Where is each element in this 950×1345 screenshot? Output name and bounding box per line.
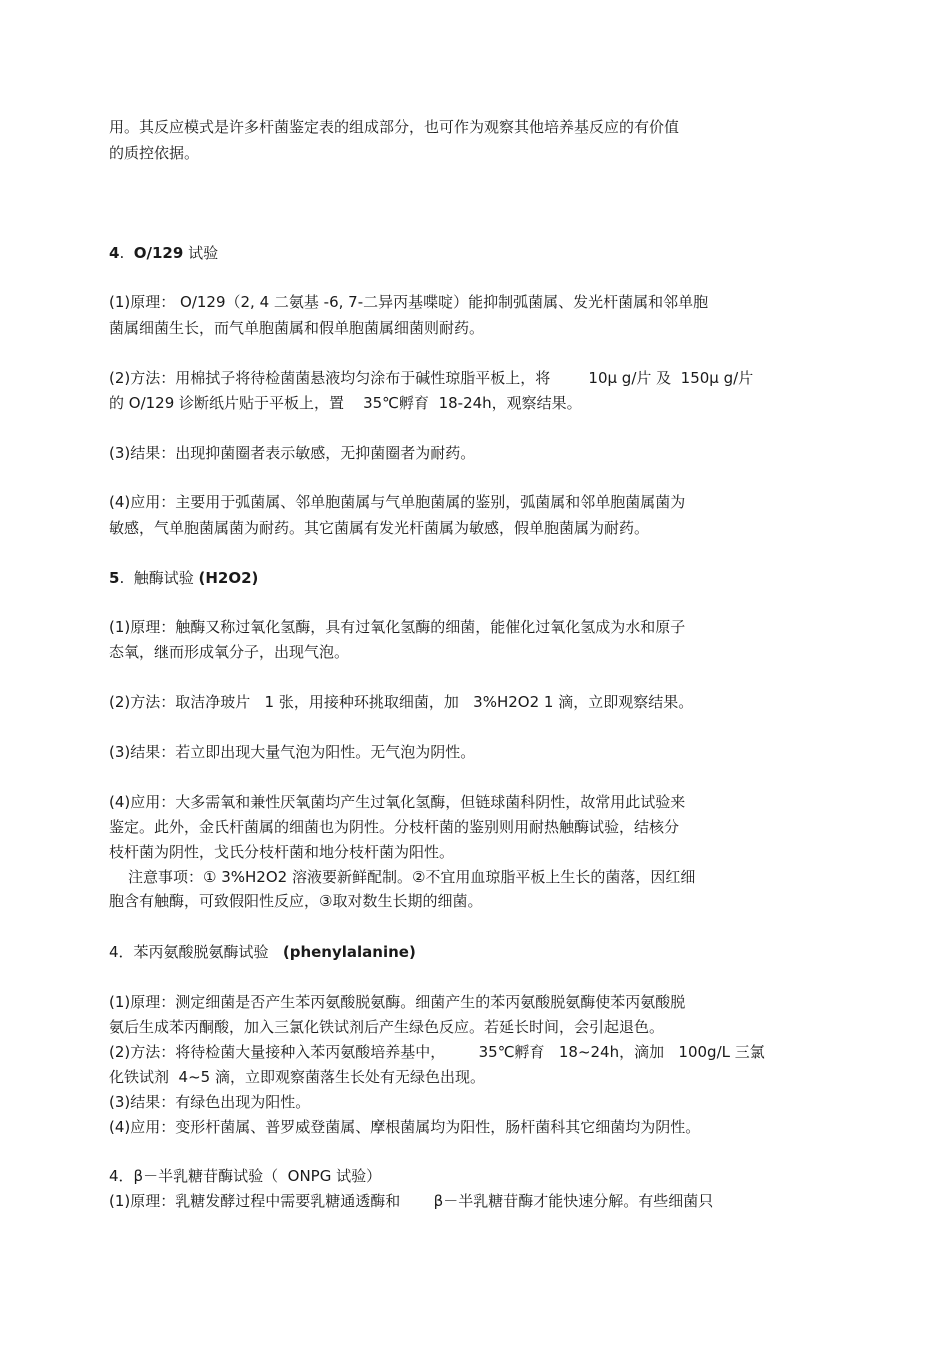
para-line: 胞含有触酶，可致假阳性反应，③取对数生长期的细菌。 — [109, 892, 483, 910]
para-line: 菌属细菌生长，而气单胞菌属和假单胞菌属细菌则耐药。 — [109, 319, 485, 337]
para-line: 氨后生成苯丙酮酸，加入三氯化铁试剂后产生绿色反应。若延长时间，会引起退色。 — [109, 1018, 665, 1036]
para-line: 的质控依据。 — [109, 144, 200, 162]
para-line: (2)方法：取洁净玻片 1 张，用接种环挑取细菌，加 3%H2O2 1 滴，立即观察结果。 — [109, 693, 694, 711]
heading-bold: (phenylalanine) — [282, 943, 416, 961]
heading-number: 5 — [109, 569, 120, 587]
section-heading-catalase — [109, 567, 258, 589]
para-line: (3)结果：出现抑菌圈者表示敏感，无抑菌圈者为耐药。 — [109, 444, 476, 462]
para-line: (2)方法：将待检菌大量接种入苯丙氨酸培养基中， 35℃孵育 18~24h，滴加 100g/L 三氯 — [109, 1043, 765, 1061]
para-line: (1)原理：乳糖发酵过程中需要乳糖通透酶和 β－半乳糖苷酶才能快速分解。有些细菌只 — [109, 1192, 714, 1210]
section-heading-o129 — [109, 242, 218, 264]
para-line: 用。其反应模式是许多杆菌鉴定表的组成部分，也可作为观察其他培养基反应的有价值 — [109, 118, 680, 136]
para-line: (1)原理： O/129（2, 4 二氨基 -6, 7-二异丙基喋啶）能抑制弧菌属、发光杆菌属和邻单胞 — [109, 293, 709, 311]
para-line: (2)方法：用棉拭子将待检菌菌悬液均匀涂布于碱性琼脂平板上，将 10μ g/片 及 150μ g/片 — [109, 369, 754, 387]
section-heading-onpg: 4．β－半乳糖苷酶试验（ ONPG 试验） — [109, 1167, 382, 1185]
para-line: (1)原理：测定细菌是否产生苯丙氨酸脱氨酶。细菌产生的苯丙氨酸脱氨酶使苯丙氨酸脱 — [109, 993, 686, 1011]
para-line: (3)结果：若立即出现大量气泡为阳性。无气泡为阴性。 — [109, 743, 476, 761]
para-line: 枝杆菌为阴性，戈氏分枝杆菌和地分枝杆菌为阳性。 — [109, 843, 455, 861]
heading-sep: . — [119, 244, 134, 262]
para-line: 态氧，继而形成氧分子，出现气泡。 — [109, 643, 350, 661]
para-line: 化铁试剂 4~5 滴，立即观察菌落生长处有无绿色出现。 — [109, 1068, 485, 1086]
para-line: (4)应用：主要用于弧菌属、邻单胞菌属与气单胞菌属的鉴别，弧菌属和邻单胞菌属菌为 — [109, 493, 686, 511]
para-line: (3)结果：有绿色出现为阳性。 — [109, 1093, 311, 1111]
para-line: 的 O/129 诊断纸片贴于平板上，置 35℃孵育 18-24h，观察结果。 — [109, 394, 582, 412]
heading-bold: (H2O2) — [198, 569, 259, 587]
section-heading-phenylalanine — [109, 941, 416, 963]
para-line: (1)原理：触酶又称过氧化氢酶，具有过氧化氢酶的细菌，能催化过氧化氢成为水和原子 — [109, 618, 686, 636]
para-line: 鉴定。此外，金氏杆菌属的细菌也为阴性。分枝杆菌的鉴别则用耐热触酶试验，结核分 — [109, 818, 680, 836]
para-line: (4)应用：大多需氧和兼性厌氧菌均产生过氧化氢酶，但链球菌科阴性，故常用此试验来 — [109, 793, 686, 811]
para-line: 敏感，气单胞菌属菌为耐药。其它菌属有发光杆菌属为敏感，假单胞菌属为耐药。 — [109, 519, 650, 537]
heading-rest: 试验 — [183, 244, 219, 262]
heading-text: 4．苯丙氨酸脱氨酶试验 — [109, 943, 283, 961]
heading-bold: O/129 — [133, 244, 184, 262]
para-line: 注意事项：① 3%H2O2 溶液要新鲜配制。②不宜用血琼脂平板上生长的菌落，因红细 — [128, 868, 696, 886]
heading-text: . 触酶试验 — [119, 569, 199, 587]
para-line: (4)应用：变形杆菌属、普罗威登菌属、摩根菌属均为阳性，肠杆菌科其它细菌均为阴性。 — [109, 1118, 701, 1136]
heading-number: 4 — [109, 244, 120, 262]
